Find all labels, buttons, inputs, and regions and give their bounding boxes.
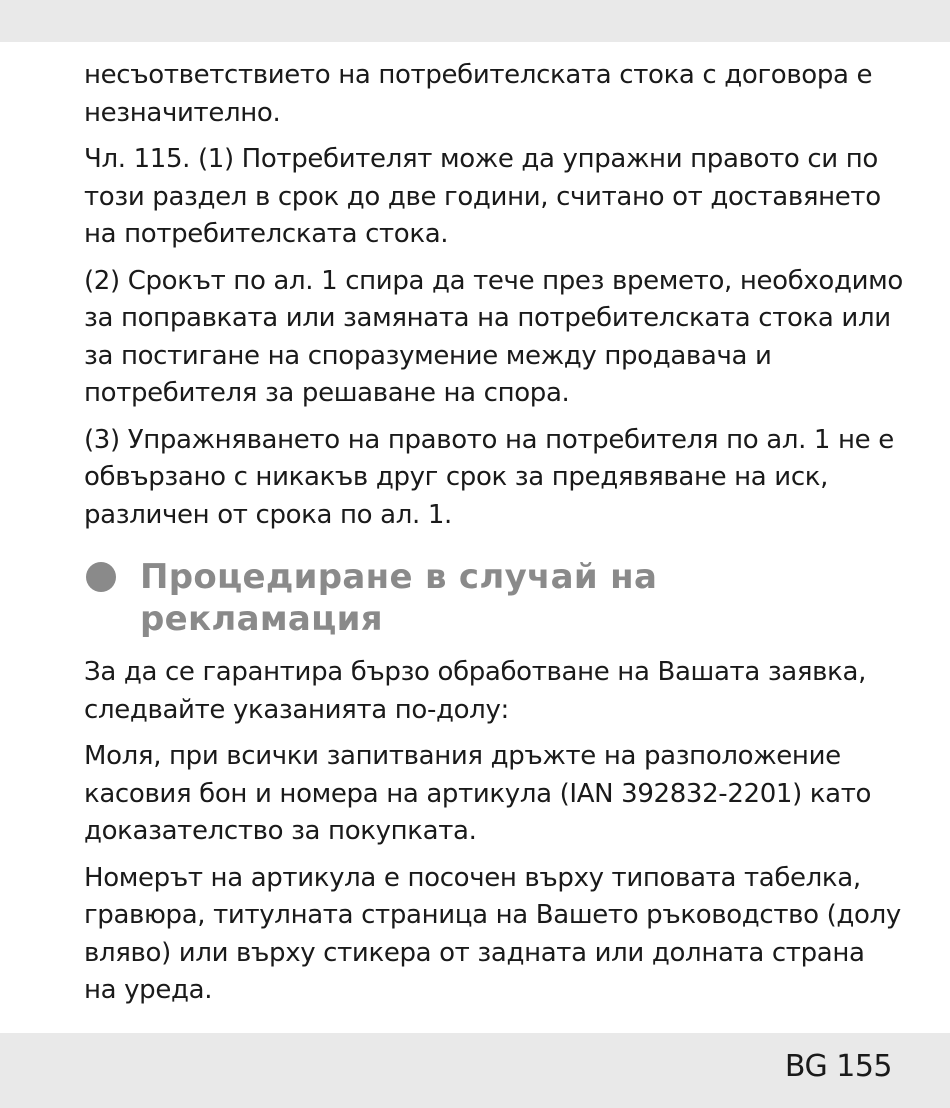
section-heading bbox=[84, 556, 904, 640]
paragraph-article-115-2: (2) Срокът по ал. 1 спира да тече през времето, необходимо за поправката или замяната на потребителската стока или за постигане на споразумение между продавача и потребителя за решаване на спора. bbox=[84, 265, 903, 408]
paragraph-article-115-1: Чл. 115. (1) Потребителят може да упражни правото си по този раздел в срок до две години, считано от доставянето на потребителската стока. bbox=[84, 144, 881, 249]
paragraph-continuation: несъответствието на потребителската стока с договора е незначително. bbox=[84, 60, 873, 128]
paragraph-article-number: Номерът на артикула е посочен върху типовата табелка, гравюра, титулната страница на Вашето ръководство (долу вляво) или върху стикера от задната или долната страна на уреда. bbox=[84, 862, 901, 1005]
top-band bbox=[0, 0, 950, 42]
page-number: BG 155 bbox=[784, 1049, 892, 1084]
paragraph-receipt: Моля, при всички запитвания дръжте на разположение касовия бон и номера на артикула (IAN 392832-2201) като доказателство за покупката. bbox=[84, 741, 872, 846]
section-heading-text: Процедиране в случай на рекламация bbox=[140, 557, 658, 639]
bullet-icon bbox=[86, 562, 116, 592]
paragraph-instructions: За да се гарантира бързо обработване на Вашата заявка, следвайте указанията по-долу: bbox=[84, 657, 867, 725]
page-content bbox=[84, 57, 904, 1019]
paragraph-article-115-3: (3) Упражняването на правото на потребителя по ал. 1 не е обвързано с никакъв друг срок за предявяване на иск, различен от срока по ал. 1. bbox=[84, 424, 894, 530]
